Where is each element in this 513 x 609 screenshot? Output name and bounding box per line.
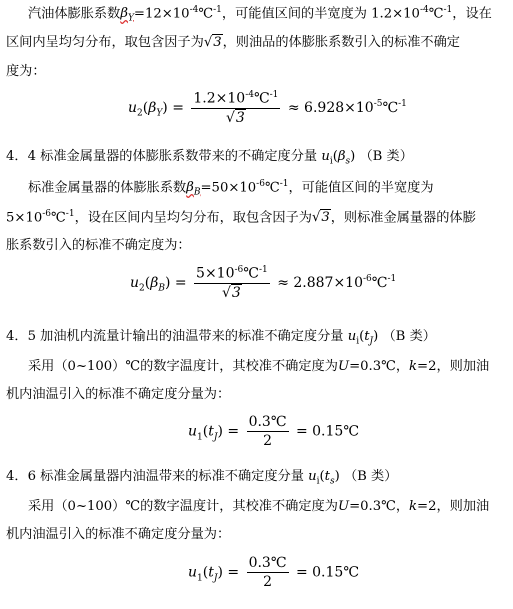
text: ，则油品的体膨胀系数引入的标准不确定 [222, 35, 460, 50]
paragraph-line: 胀系数引入的标准不确定度为： [6, 238, 191, 253]
text: =12×10 [133, 6, 190, 22]
fraction: $\frac{0.3℃}{2}$ [248, 414, 287, 449]
paragraph-line: 采用（0~100）℃的数字温度计，其校准不确定度为U=0.3℃，k=2，则加油 [28, 359, 490, 374]
paragraph-line: 机内油温引入的标准不确定度分量为： [6, 527, 231, 542]
paragraph-line: 标准金属量器的体膨胀系数$\beta_B=50\times 10^{-6}℃^{-1}$，可能值区间的半宽度为 [28, 179, 434, 199]
text: 汽油体膨胀系数 [28, 6, 121, 22]
fraction: $\frac{0.3℃}{2}$ [248, 555, 287, 590]
formula: $u_2(\beta_Y)$ = $\frac{1.2\times 10^{-4}℃^{-1}}{√3}$ ≈ $6.928\times 10^{-5}℃^{-1}$ [128, 90, 407, 126]
formula: $u_1(t_J)$ = $\frac{0.3℃}{2}$ = 0.15℃ [188, 555, 359, 590]
text: 区间内呈均匀分布，取包含因子为 [6, 35, 204, 50]
fraction: $\frac{5\times 10^{-6}℃^{-1}}{√3}$ [196, 265, 268, 301]
formula: $u_2(\beta_B)$ = $\frac{5\times 10^{-6}℃^{-1}}{√3}$ ≈ $2.887\times 10^{-6}℃^{-1}$ [130, 265, 397, 301]
sqrt: √3 [203, 35, 222, 50]
sqrt: √3 [311, 210, 330, 226]
section-heading: 4．6 标准金属量器内油温带来的标准不确定度分量 $u_i(t_s)$ （B 类） [6, 469, 398, 487]
formula: $u_1(t_J)$ = $\frac{0.3℃}{2}$ = 0.15℃ [188, 414, 359, 449]
symbol: $\beta_B$ [186, 180, 201, 199]
paragraph-line: $5\times 10^{-6}℃^{-1}$，设在区间内呈均匀分布，取包含因子为√3，则标准金属量器的体膨 [6, 209, 476, 226]
paragraph-line: 机内油温引入的标准不确定度分量为： [6, 387, 231, 402]
section-heading: 4．4 标准金属量器的体膨胀系数带来的不确定度分量 $u_i(\beta_s)$ （B 类） [6, 149, 413, 167]
paragraph-line: 采用（0~100）℃的数字温度计，其校准不确定度为U=0.3℃，k=2，则加油 [28, 499, 490, 514]
section-heading: 4．5 加油机内流量计输出的油温带来的标准不确定度分量 $u_i(t_J)$ （B 类） [6, 329, 436, 347]
paragraph-line: 汽油体膨胀系数$\beta_Y=12\times 10^{-4}℃^{-1}$，可能值区间的半宽度为 $1.2\times 10^{-4}℃^{-1}$，设在 [28, 5, 492, 25]
fraction: $\frac{1.2\times 10^{-4}℃^{-1}}{√3}$ [193, 90, 279, 126]
paragraph-line: 度为： [6, 64, 46, 79]
paragraph-line [6, 36, 510, 49]
symbol: $\beta_Y$ [120, 6, 134, 25]
